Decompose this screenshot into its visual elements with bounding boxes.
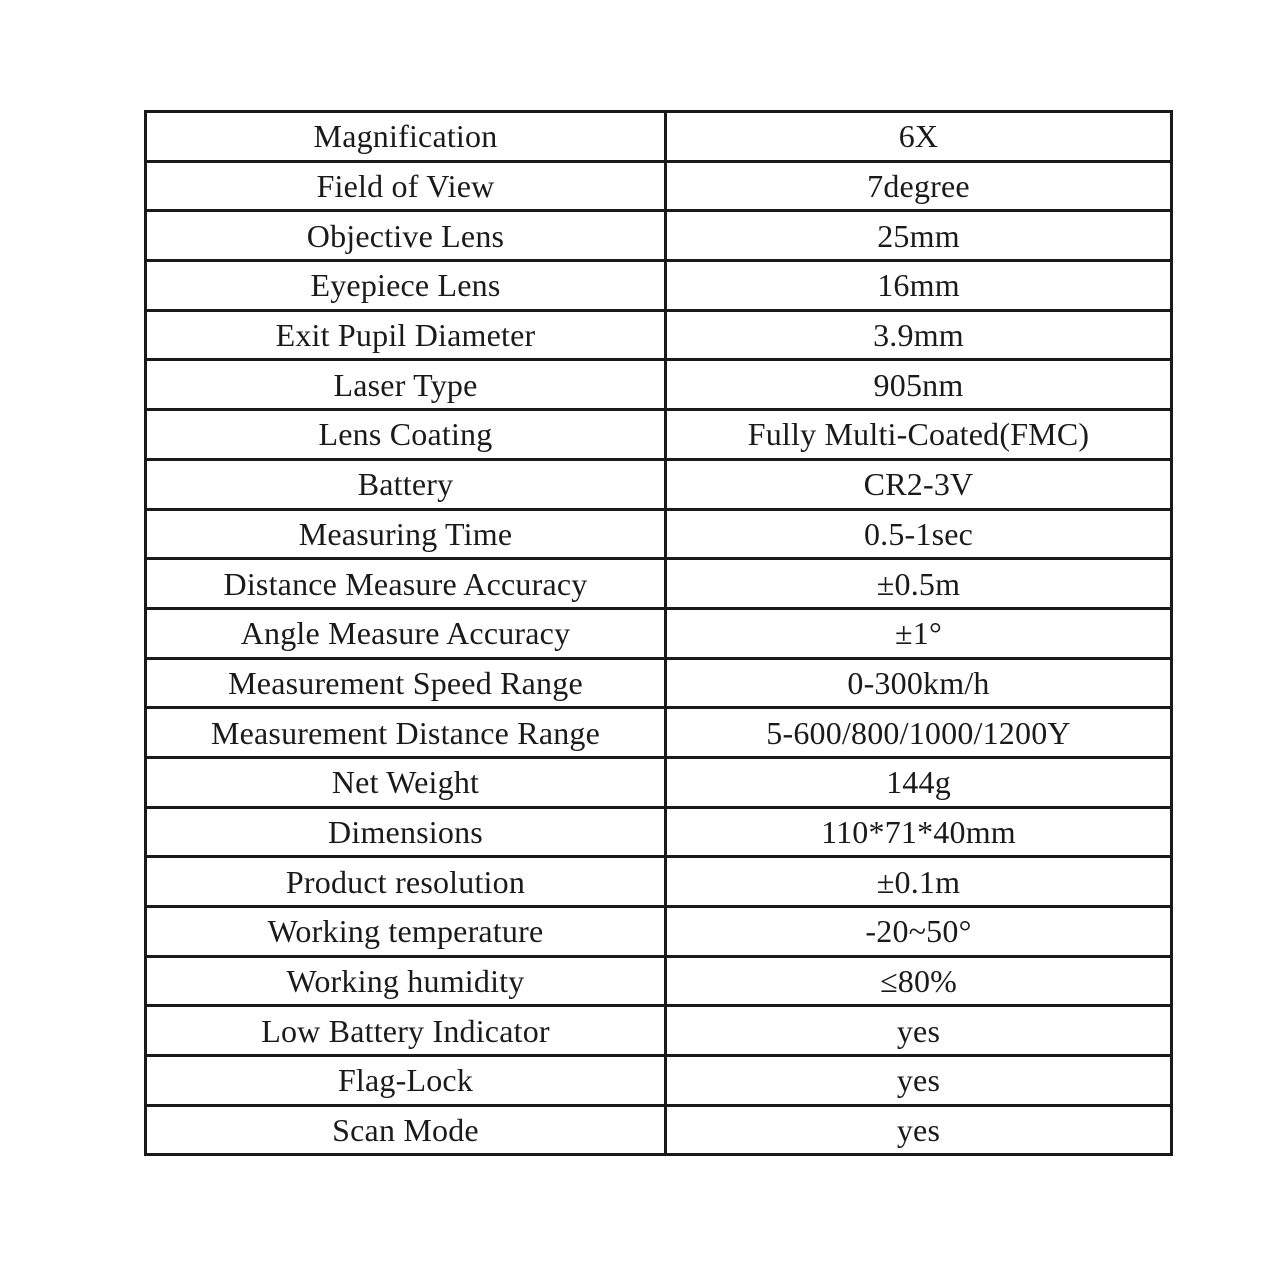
table-row [146,360,1172,410]
table-row [146,261,1172,311]
spec-value: ±0.1m [666,857,1172,907]
spec-label: Product resolution [146,857,666,907]
spec-label: Magnification [146,112,666,162]
spec-label: Field of View [146,161,666,211]
spec-label: Exit Pupil Diameter [146,310,666,360]
spec-label: Net Weight [146,757,666,807]
spec-label: Measurement Speed Range [146,658,666,708]
table-row [146,1105,1172,1155]
spec-value: yes [666,1105,1172,1155]
spec-value: ≤80% [666,956,1172,1006]
spec-value: ±0.5m [666,559,1172,609]
table-row [146,1006,1172,1056]
spec-label: Scan Mode [146,1105,666,1155]
spec-table [144,110,1173,1156]
spec-label: Flag-Lock [146,1056,666,1106]
spec-label: Working temperature [146,907,666,957]
spec-value: 25mm [666,211,1172,261]
spec-value: 0.5-1sec [666,509,1172,559]
spec-value: 7degree [666,161,1172,211]
table-row [146,211,1172,261]
spec-label: Working humidity [146,956,666,1006]
spec-label: Laser Type [146,360,666,410]
spec-label: Objective Lens [146,211,666,261]
table-row [146,459,1172,509]
table-row [146,161,1172,211]
spec-label: Measuring Time [146,509,666,559]
spec-value: yes [666,1056,1172,1106]
spec-value: 144g [666,757,1172,807]
spec-value: 905nm [666,360,1172,410]
spec-label: Low Battery Indicator [146,1006,666,1056]
table-row [146,310,1172,360]
table-row [146,509,1172,559]
table-row [146,658,1172,708]
spec-value: 5-600/800/1000/1200Y [666,708,1172,758]
spec-value: Fully Multi-Coated(FMC) [666,410,1172,460]
spec-label: Battery [146,459,666,509]
table-row [146,757,1172,807]
table-row [146,559,1172,609]
spec-value: 3.9mm [666,310,1172,360]
table-row [146,907,1172,957]
table-row [146,857,1172,907]
spec-value: 6X [666,112,1172,162]
table-row [146,112,1172,162]
spec-value: ±1° [666,608,1172,658]
spec-label: Dimensions [146,807,666,857]
spec-label: Measurement Distance Range [146,708,666,758]
spec-value: yes [666,1006,1172,1056]
table-row [146,608,1172,658]
spec-value: CR2-3V [666,459,1172,509]
spec-value: 16mm [666,261,1172,311]
table-row [146,708,1172,758]
spec-label: Lens Coating [146,410,666,460]
table-row [146,1056,1172,1106]
spec-value: 0-300km/h [666,658,1172,708]
spec-label: Angle Measure Accuracy [146,608,666,658]
spec-label: Distance Measure Accuracy [146,559,666,609]
spec-value: -20~50° [666,907,1172,957]
table-row [146,807,1172,857]
table-row [146,956,1172,1006]
spec-value: 110*71*40mm [666,807,1172,857]
table-row [146,410,1172,460]
spec-label: Eyepiece Lens [146,261,666,311]
